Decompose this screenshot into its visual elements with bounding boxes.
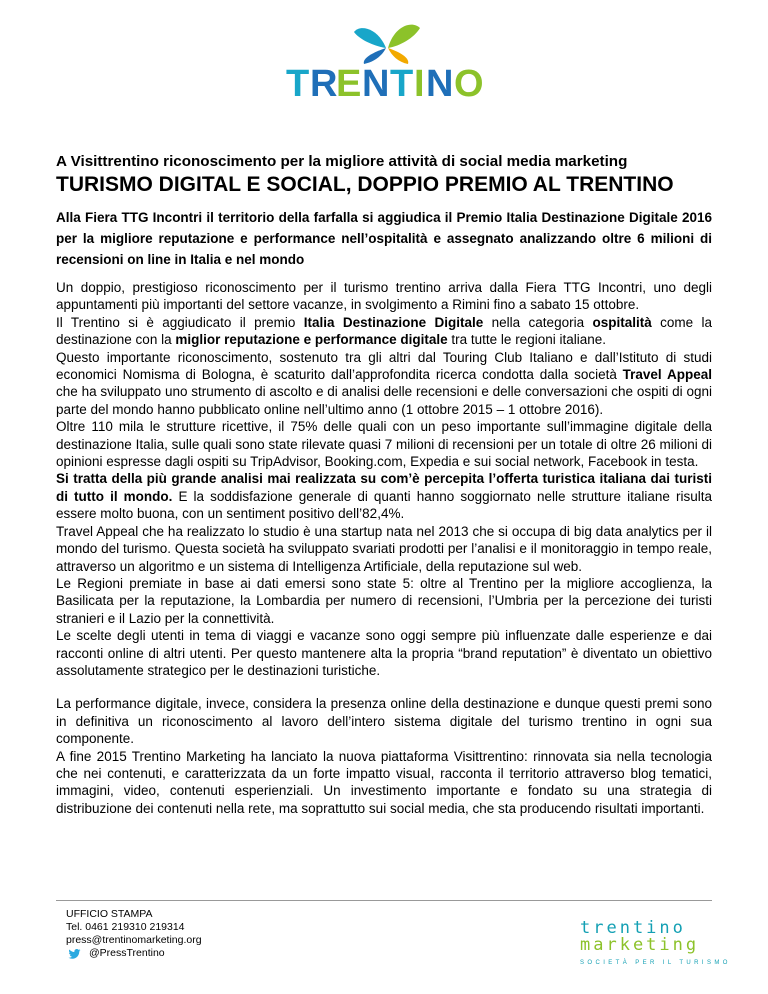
page-title: TURISMO DIGITAL E SOCIAL, DOPPIO PREMIO AL TRENTINO [56, 173, 674, 196]
brand-tagline: SOCIETÀ PER IL TURISMO [580, 960, 731, 966]
logo-letter-r: R [310, 63, 338, 104]
press-email-link[interactable]: press@trentinomarketing.org [66, 934, 202, 946]
press-contacts [66, 908, 202, 960]
paragraph: Si tratta della più grande analisi mai realizzata su com’è percepita l’offerta turistica italiana dai turisti di tutto il mondo. E la soddisfazione generale di quanti hanno soggiornato nelle strutture italiane risulta essere molto buona, con un sentiment positivo dell’82,4%. [56, 471, 712, 522]
trentino-logo [282, 18, 492, 104]
paragraph: Oltre 110 mila le strutture ricettive, il 75% delle quali con un peso importante sull’immagine digitale della destinazione Italia, sulle quali sono state rilevate quasi 7 milioni di recensioni per un totale di oltre 26 milioni di opinioni espresse dagli ospiti su TripAdvisor, Booking.com, Expedia e sui social network, Facebook in testa. [56, 419, 712, 470]
article-body [56, 279, 712, 817]
paragraph: Questo importante riconoscimento, sostenuto tra gli altri dal Touring Club Italiano e dall’Istituto di studi economici Nomisma di Bologna, è scaturito dall’approfondita ricerca condotta dalla società Travel Appeal che ha sviluppato uno strumento di ascolto e di analisi delle recensioni e delle conversazioni che ospiti di ogni parte del mondo hanno pubblicato online nell’ultimo anno (1 ottobre 2015 – 1 ottobre 2016). [56, 349, 712, 417]
logo-letter-t2: T [390, 63, 414, 104]
press-office-label: UFFICIO STAMPA [66, 908, 153, 920]
paragraph: Le scelte degli utenti in tema di viaggi e vacanze sono oggi sempre più influenzate dalle esperienze e dai racconti online di altri utenti. Per questo mantenere alta la propria “brand reputation” è diventato un obiettivo assolutamente strategico per le destinazioni turistiche. [56, 628, 712, 678]
twitter-handle: @PressTrentino [89, 947, 165, 959]
brand-line-2: marketing [580, 935, 700, 955]
butterfly-icon [354, 25, 420, 64]
logo-letter-t1: T [286, 63, 310, 104]
logo-letter-e: E [336, 63, 362, 104]
paragraph: Travel Appeal che ha realizzato lo studio è una startup nata nel 2013 che si occupa di big data analytics per il mondo del turismo. Questa società ha sviluppato svariati prodotti per l’analisi e il monitoraggio in tempo reale, attraverso un algoritmo e un sistema di Intelligenza Artificiale, della reputazione sul web. [56, 523, 712, 574]
footer-divider [56, 900, 712, 901]
paragraph: Un doppio, prestigioso riconoscimento per il turismo trentino arriva dalla Fiera TTG Incontri, uno degli appuntamenti più importanti del settore vacanze, in svolgimento a Rimini fino a sabato 15 ottobre. [56, 280, 712, 313]
paragraph: Il Trentino si è aggiudicato il premio Italia Destinazione Digitale nella categoria ospitalità come la destinazione con la miglior reputazione e performance digitale tra tutte le regioni italiane. [56, 314, 713, 348]
twitter-link[interactable] [66, 947, 202, 960]
paragraph: La performance digitale, invece, considera la presenza online della destinazione e dunque questi premi sono in definitiva un riconoscimento al lavoro dell’intero sistema digitale del turismo trentino in ogni sua componente. [56, 696, 712, 747]
brand-line-1: trentino [580, 918, 686, 938]
paragraph: A fine 2015 Trentino Marketing ha lanciato la nuova piattaforma Visittrentino: rinnovata sia nella tecnologia che nei contenuti, e caratterizzata da un forte impatto visual, racconta il territorio attraverso blog tematici, immagini, video, contenuti esperienziali. Un investimento importante e fondato su una strategia di distribuzione dei contenuti nella rete, ma soprattutto sui social media, che sta producendo risultati importanti. [56, 748, 712, 816]
logo-letter-n2: N [426, 63, 454, 104]
trentino-marketing-logo [580, 918, 731, 966]
lede-paragraph: Alla Fiera TTG Incontri il territorio della farfalla si aggiudica il Premio Italia Destinazione Digitale 2016 per la migliore reputazione e performance nell’ospitalità e assegnato analizzando oltre 6 milioni di recensioni on line in Italia e nel mondo [56, 210, 712, 267]
logo-letter-o: O [454, 63, 484, 104]
logo-letter-n1: N [362, 63, 390, 104]
logo-letter-i: I [414, 63, 425, 104]
kicker: A Visittrentino riconoscimento per la migliore attività di social media marketing [56, 153, 628, 170]
twitter-icon [68, 949, 81, 959]
paragraph: Le Regioni premiate in base ai dati emersi sono state 5: oltre al Trentino per la migliore accoglienza, la Basilicata per la reputazione, la Lombardia per numero di recensioni, l’Umbria per la percezione dei turisti stranieri e il Lazio per la connettività. [56, 575, 712, 626]
press-phone: Tel. 0461 219310 219314 [66, 921, 185, 933]
